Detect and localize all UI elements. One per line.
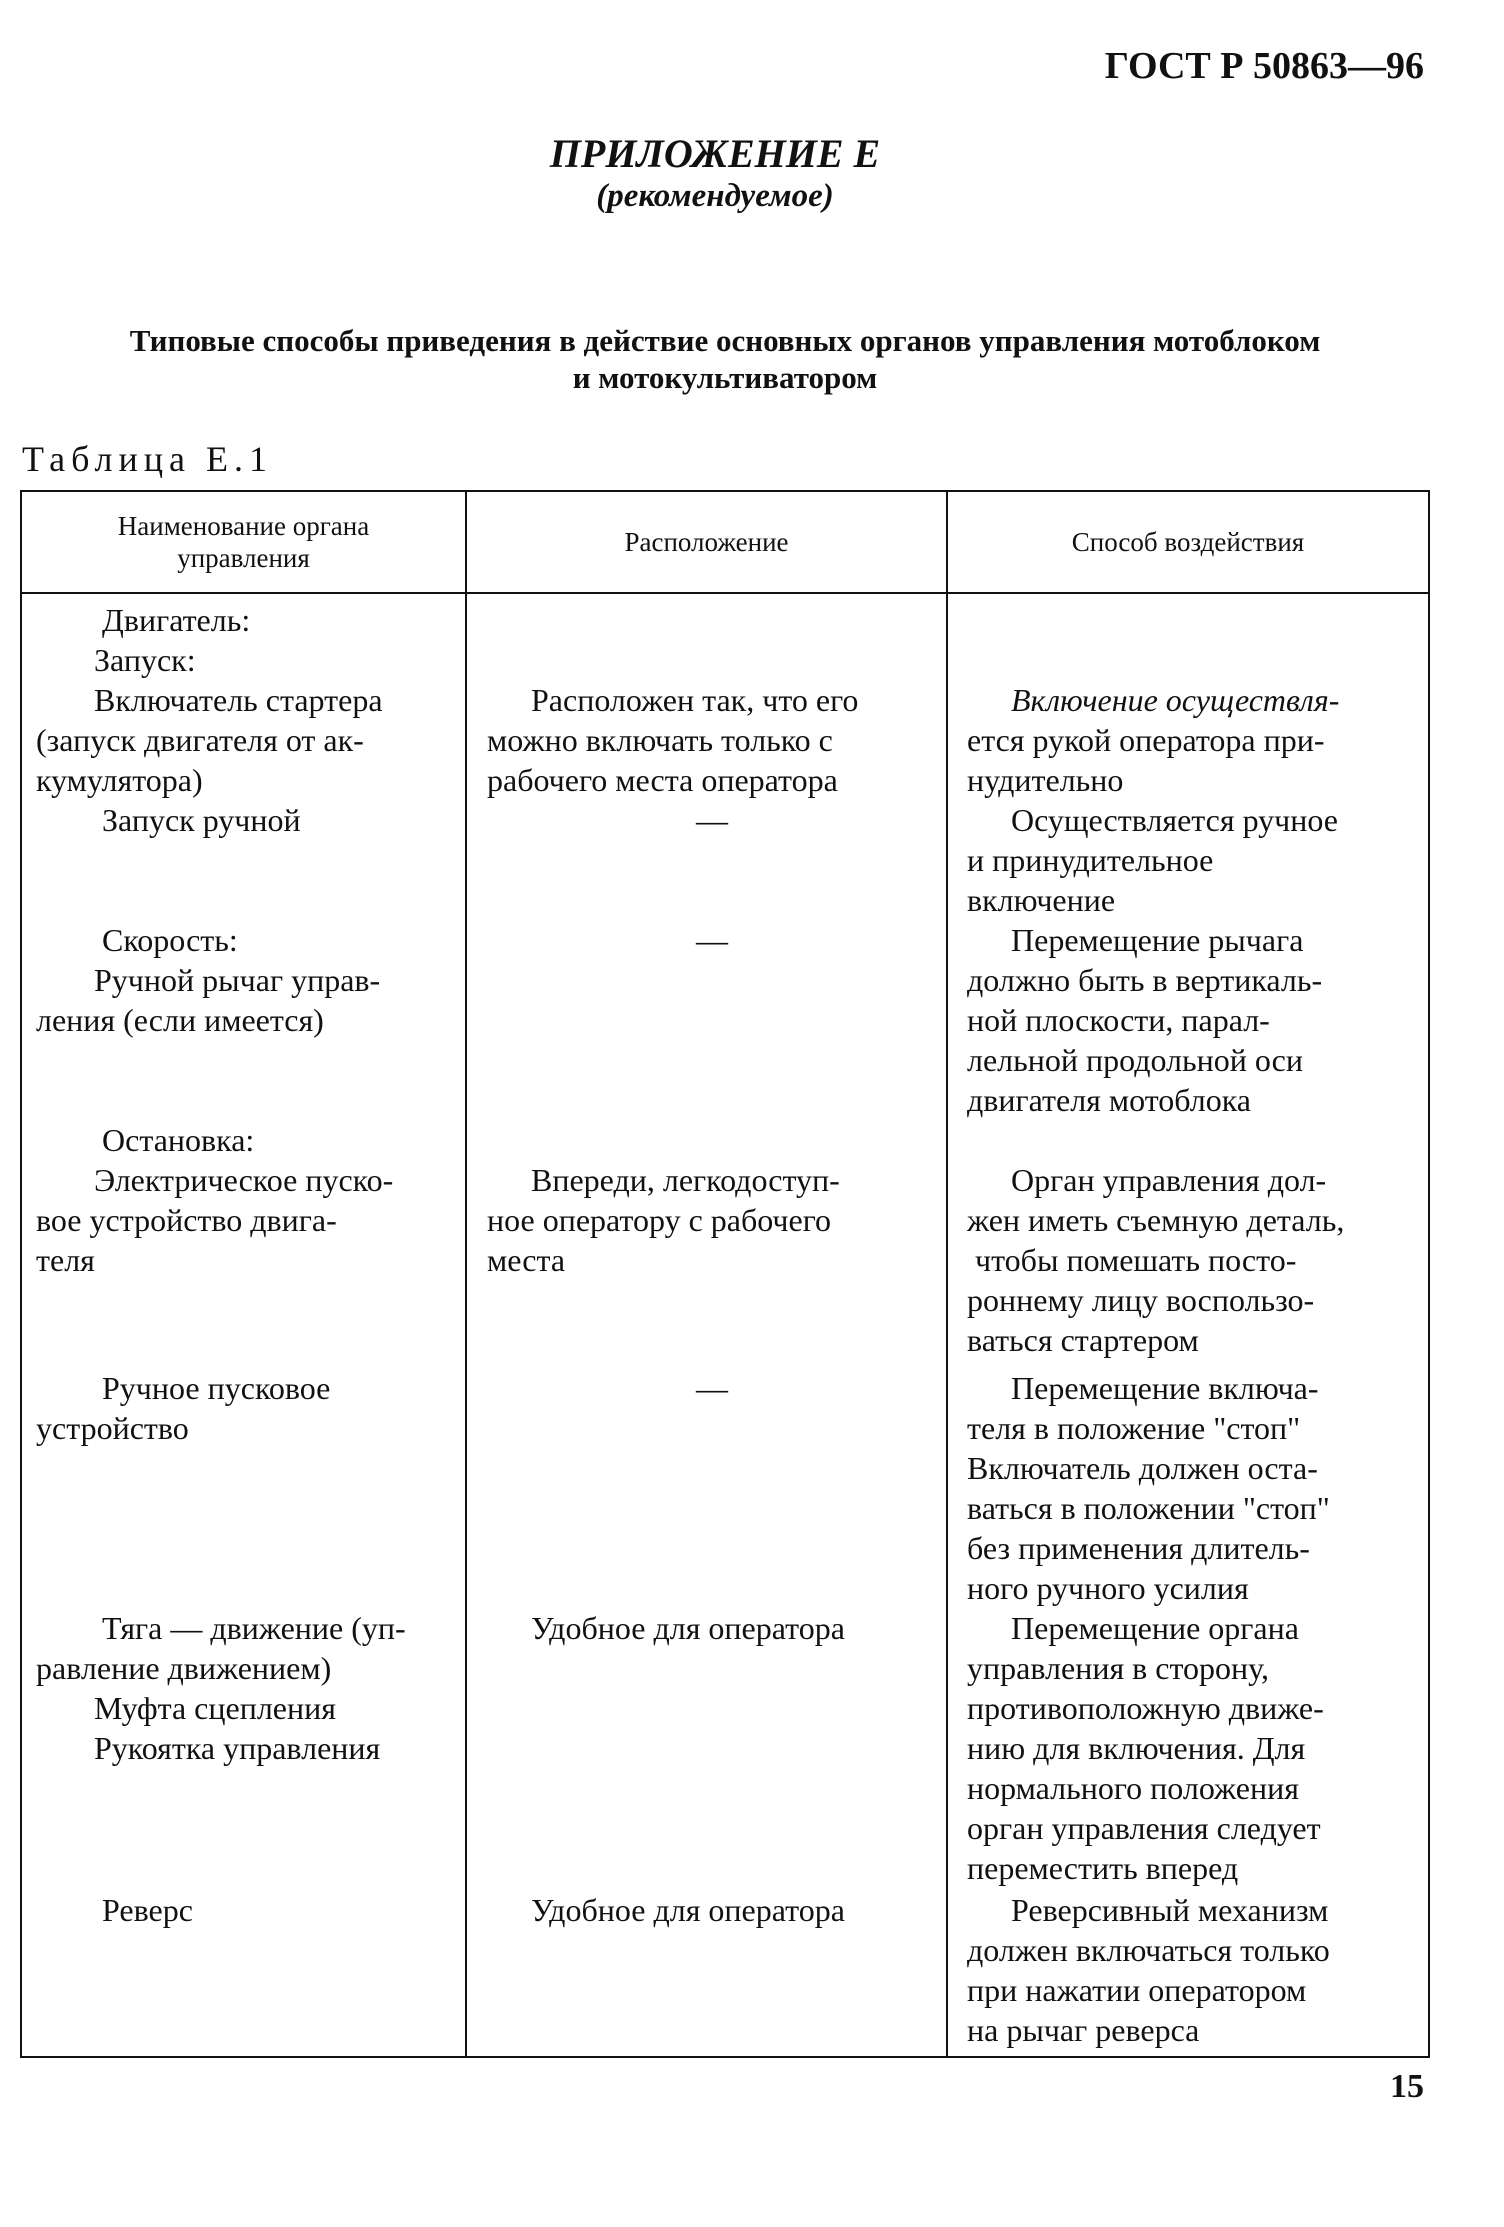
cell-line: Реверс [102, 1892, 193, 1928]
row-6-method [967, 1608, 1422, 1888]
row-7-location [487, 1890, 937, 1930]
column-divider [465, 492, 467, 2056]
cell-line: ного ручного усилия [967, 1570, 1249, 1606]
cell-line: включение [967, 882, 1116, 918]
cell-line: ется рукой оператора при- [967, 722, 1325, 758]
cell-line: переместить вперед [967, 1850, 1239, 1886]
cell-line: — [696, 802, 728, 838]
row-2-name [36, 800, 456, 840]
cell-line: Электрическое пуско- [94, 1162, 394, 1198]
appendix-subtitle: (рекомендуемое) [596, 178, 834, 214]
cell-line: Запуск: [94, 642, 196, 678]
cell-line: без применения длитель- [967, 1530, 1310, 1566]
standard-number: ГОСТ Р 50863—96 [1104, 45, 1424, 87]
cell-line: — [696, 922, 728, 958]
cell-line: Включение осуществля- [1011, 682, 1340, 718]
row-5-location [487, 1368, 937, 1408]
row-6-name [36, 1608, 456, 1768]
cell-line: при нажатии оператором [967, 1972, 1307, 2008]
cell-line: ное оператору с рабочего [487, 1202, 832, 1238]
cell-line: Муфта сцепления [94, 1690, 336, 1726]
row-7-method [967, 1890, 1422, 2050]
page-number: 15 [1390, 2068, 1424, 2105]
cell-line: устройство [36, 1410, 189, 1446]
table [20, 490, 1430, 2058]
cell-line: Ручной рычаг управ- [94, 962, 381, 998]
cell-line: Включатель должен оста- [967, 1450, 1318, 1486]
cell-line: на рычаг реверса [967, 2012, 1200, 2048]
cell-line: нудительно [967, 762, 1124, 798]
cell-line: управления в сторону, [967, 1650, 1269, 1686]
cell-line: (запуск двигателя от ак- [36, 722, 364, 758]
cell-line: нормального положения [967, 1770, 1299, 1806]
cell-line: жен иметь съемную деталь, [967, 1202, 1345, 1238]
cell-line: Реверсивный механизм [1011, 1892, 1329, 1928]
cell-line: Скорость: [102, 922, 238, 958]
column-header-location: Расположение [624, 527, 789, 557]
row-1-method [967, 680, 1422, 800]
cell-line: теля [36, 1242, 95, 1278]
cell-line: Остановка: [102, 1122, 255, 1158]
row-4-name [36, 1120, 456, 1280]
cell-line: Рукоятка управления [94, 1730, 381, 1766]
appendix-title: ПРИЛОЖЕНИЕ Е [549, 131, 881, 176]
cell-line: орган управления следует [967, 1810, 1321, 1846]
header-name-line-2: управления [177, 543, 310, 573]
cell-line: ваться в положении "стоп" [967, 1490, 1330, 1526]
cell-line: лельной продольной оси [967, 1042, 1303, 1078]
document-title-line-1: Типовые способы приведения в действие основных органов управления мотоблоком [129, 323, 1321, 358]
column-header-method: Способ воздействия [1071, 527, 1305, 557]
cell-line: вое устройство двига- [36, 1202, 337, 1238]
cell-line: места [487, 1242, 566, 1278]
cell-line: ления (если имеется) [36, 1002, 324, 1038]
row-5-name [36, 1368, 456, 1448]
row-3-name [36, 920, 456, 1040]
cell-line: Перемещение включа- [1011, 1370, 1319, 1406]
cell-line: — [696, 1370, 728, 1406]
cell-line: чтобы помешать посто- [975, 1242, 1297, 1278]
column-divider [946, 492, 948, 2056]
row-7-name [36, 1890, 456, 1930]
cell-line: можно включать только с [487, 722, 833, 758]
row-2-location [487, 800, 937, 840]
cell-line: Перемещение рычага [1011, 922, 1304, 958]
cell-line: двигателя мотоблока [967, 1082, 1251, 1118]
header-name-line-1: Наименование органа [117, 511, 370, 541]
cell-line: ваться стартером [967, 1322, 1199, 1358]
cell-line: теля в положение "стоп" [967, 1410, 1301, 1446]
cell-line: Тяга — движение (уп- [102, 1610, 406, 1646]
cell-line: Удобное для оператора [531, 1610, 845, 1646]
row-3-method [967, 920, 1422, 1120]
document-title [40, 322, 1410, 396]
cell-line: Ручное пусковое [102, 1370, 331, 1406]
row-5-method [967, 1368, 1422, 1608]
document-title-line-2: и мотокультиватором [572, 360, 878, 395]
cell-line: ной плоскости, парал- [967, 1002, 1270, 1038]
row-1-name [36, 600, 456, 800]
row-6-location [487, 1608, 937, 1648]
cell-line: и принудительное [967, 842, 1214, 878]
cell-line: Удобное для оператора [531, 1892, 845, 1928]
cell-line: противоположную движе- [967, 1690, 1324, 1726]
cell-line: Расположен так, что его [531, 682, 859, 718]
cell-line: нию для включения. Для [967, 1730, 1306, 1766]
row-3-location [487, 920, 937, 960]
cell-line: Осуществляется ручное [1011, 802, 1338, 838]
row-2-method [967, 800, 1422, 920]
cell-line: роннему лицу воспользо- [967, 1282, 1315, 1318]
cell-line: рабочего места оператора [487, 762, 838, 798]
cell-line: Запуск ручной [102, 802, 301, 838]
row-4-location [487, 1160, 937, 1280]
header-divider [22, 592, 1428, 594]
row-4-method [967, 1160, 1422, 1360]
cell-line: должен включаться только [967, 1932, 1330, 1968]
table-label: Таблица Е.1 [22, 439, 273, 479]
cell-line: равление движением) [36, 1650, 332, 1686]
cell-line: должно быть в вертикаль- [967, 962, 1323, 998]
row-1-location [487, 680, 937, 800]
cell-line: Перемещение органа [1011, 1610, 1299, 1646]
column-header-name [22, 492, 465, 592]
cell-line: Включатель стартера [94, 682, 383, 718]
cell-line: кумулятора) [36, 762, 203, 798]
cell-line: Двигатель: [102, 602, 251, 638]
cell-line: Орган управления дол- [1011, 1162, 1327, 1198]
cell-line: Впереди, легкодоступ- [531, 1162, 840, 1198]
